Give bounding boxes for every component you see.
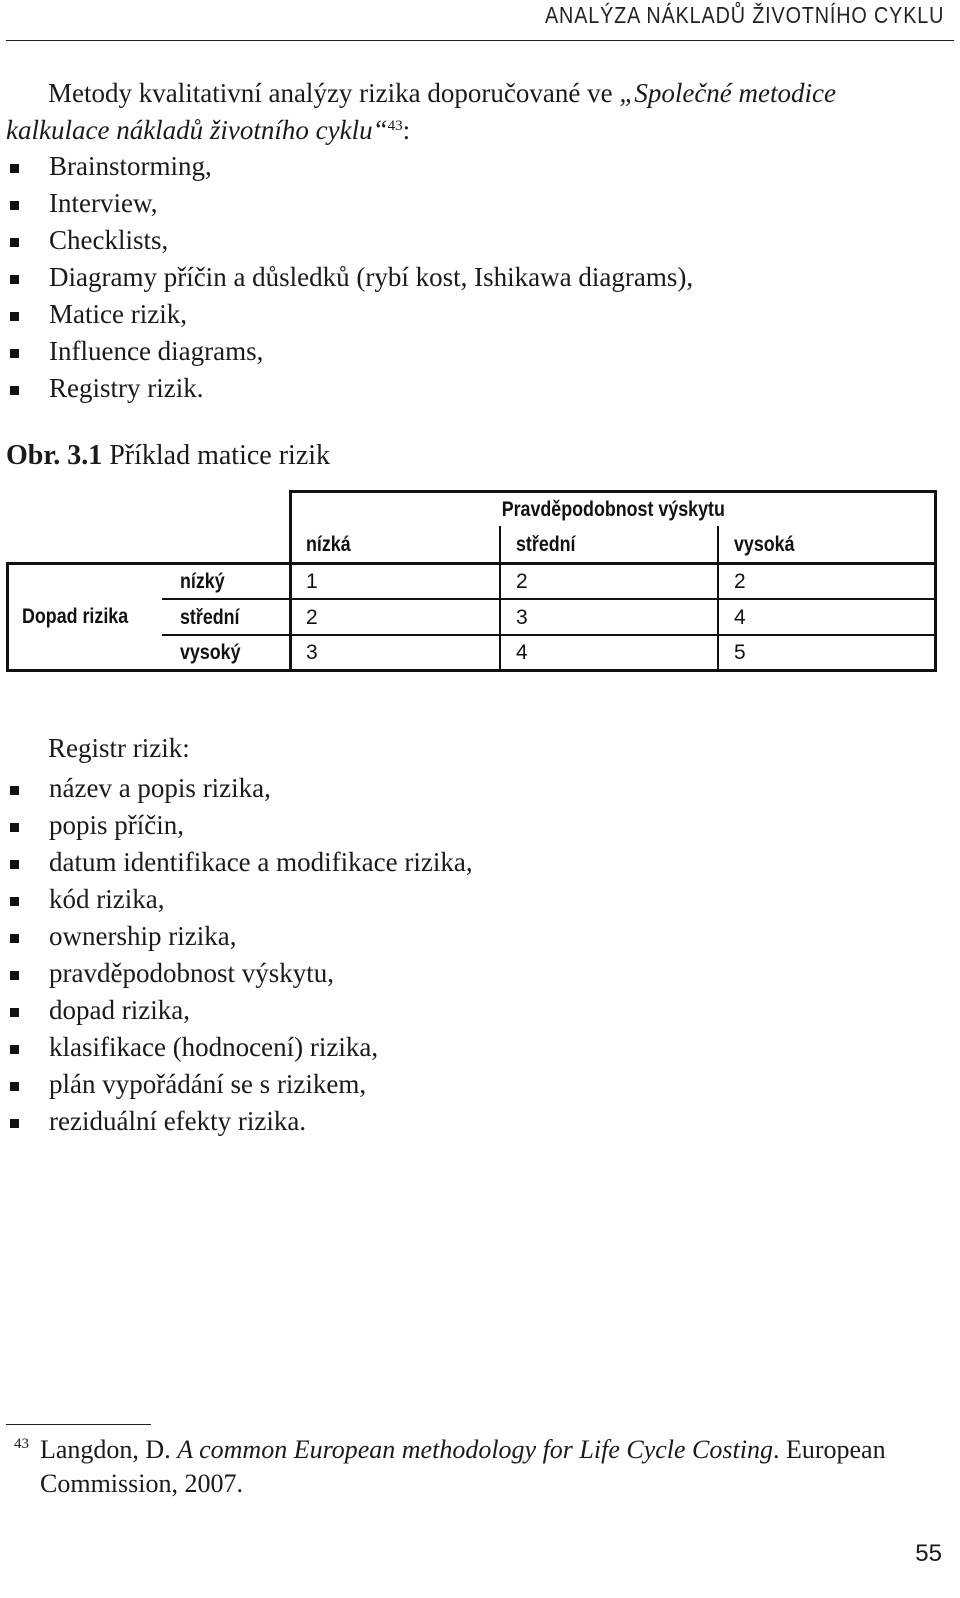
list-item: Diagramy příčin a důsledků (rybí kost, Ishikawa diagrams), xyxy=(6,259,944,296)
list-item: reziduální efekty rizika. xyxy=(6,1103,944,1140)
list-item: Checklists, xyxy=(6,222,944,259)
footnote-reference[interactable]: 43 xyxy=(387,118,403,134)
table-cell: 3 xyxy=(516,605,528,629)
intro-paragraph xyxy=(6,75,944,149)
footnote-rest: . European Commission, 2007. xyxy=(40,1435,886,1498)
column-divider xyxy=(717,526,719,672)
table-cell: 4 xyxy=(734,605,746,629)
row-label: vysoký xyxy=(180,641,241,664)
list-item: název a popis rizika, xyxy=(6,770,944,807)
column-header-high: vysoká xyxy=(734,533,795,556)
methods-list xyxy=(6,148,944,407)
page-number: 55 xyxy=(915,1540,942,1567)
footnote-text xyxy=(6,1433,944,1501)
list-item: kód rizika, xyxy=(6,881,944,918)
list-item: pravděpodobnost výskytu, xyxy=(6,955,944,992)
list-item: dopad rizika, xyxy=(6,992,944,1029)
column-header-low: nízká xyxy=(306,533,351,556)
list-item: plán vypořádání se s rizikem, xyxy=(6,1066,944,1103)
table-cell: 2 xyxy=(516,569,528,593)
row-label: střední xyxy=(180,605,240,629)
list-item: klasifikace (hodnocení) rizika, xyxy=(6,1029,944,1066)
figure-caption xyxy=(6,440,330,472)
register-title: Registr rizik: xyxy=(48,733,190,763)
intro-cited-title: „Společné metodice kalkulace nákladů životního cyklu“ xyxy=(6,78,836,145)
footnote-mark: 43 xyxy=(14,1436,29,1452)
table-border-left xyxy=(6,562,9,672)
list-item: Influence diagrams, xyxy=(6,333,944,370)
table-cell: 3 xyxy=(306,641,318,664)
running-header: ANALÝZA NÁKLADŮ ŽIVOTNÍHO CYKLU xyxy=(544,2,944,28)
figure-number: Obr. 3.1 xyxy=(6,440,103,471)
table-cell: 5 xyxy=(734,641,746,664)
table-cell: 1 xyxy=(306,569,318,593)
table-border-right xyxy=(934,490,937,672)
figure-title: Příklad matice rizik xyxy=(102,440,331,471)
column-header-medium: střední xyxy=(516,533,576,556)
list-item: Brainstorming, xyxy=(6,148,944,185)
register-list xyxy=(6,770,944,1140)
list-item: popis příčin, xyxy=(6,807,944,844)
intro-colon: : xyxy=(402,115,411,145)
row-group-header: Dopad rizika xyxy=(22,605,129,628)
list-item: Interview, xyxy=(6,185,944,222)
intro-text: Metody kvalitativní analýzy rizika doporučované ve xyxy=(48,78,620,108)
column-divider xyxy=(499,526,501,672)
footnote-rule xyxy=(6,1424,151,1425)
footnote xyxy=(6,1433,944,1501)
footnote-title: A common European methodology for Life Cycle Costing xyxy=(177,1435,773,1464)
header-rule xyxy=(6,40,954,41)
footnote-author: Langdon, D. xyxy=(40,1435,178,1464)
table-cell: 4 xyxy=(516,641,528,664)
table-cell: 2 xyxy=(734,569,746,593)
list-item: datum identifikace a modifikace rizika, xyxy=(6,844,944,881)
row-label: nízký xyxy=(180,569,225,593)
list-item: Registry rizik. xyxy=(6,370,944,407)
table-cell: 2 xyxy=(306,605,318,629)
column-group-header: Pravděpodobnost výskytu xyxy=(501,498,725,521)
list-item: Matice rizik, xyxy=(6,296,944,333)
list-item: ownership rizika, xyxy=(6,918,944,955)
risk-matrix-table xyxy=(6,490,937,672)
